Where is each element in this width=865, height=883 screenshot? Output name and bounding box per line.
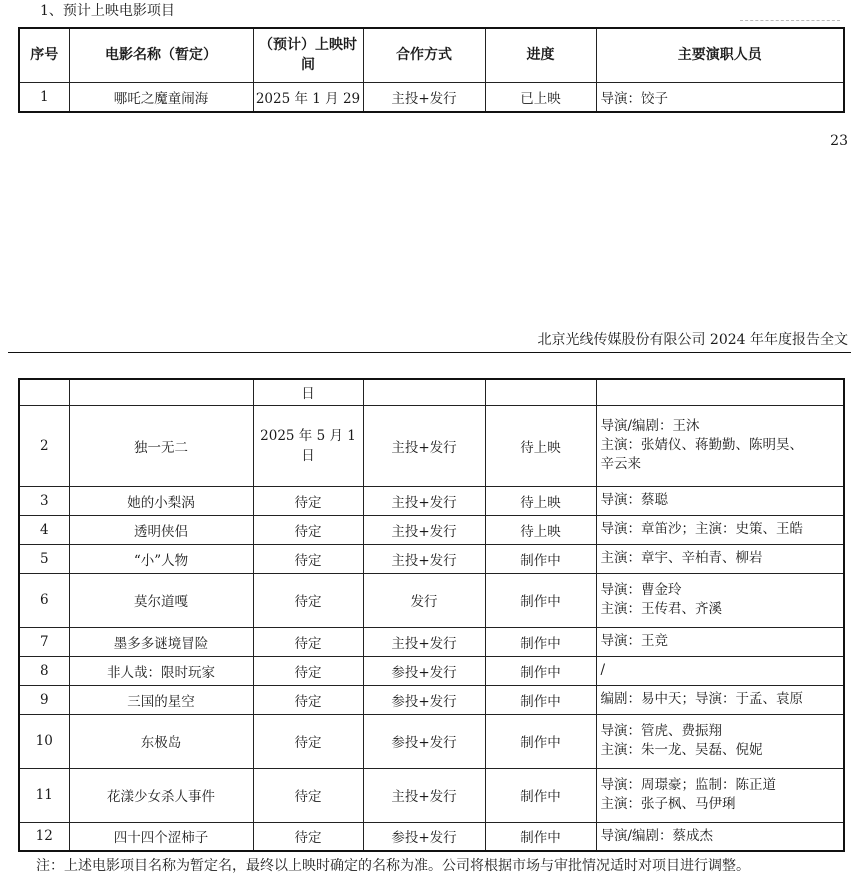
decorative-dashed-line (740, 20, 840, 23)
cell-date: 待定 (253, 544, 363, 573)
cell-mode: 参投+发行 (363, 685, 485, 714)
header-mode: 合作方式 (363, 28, 485, 82)
cast-line: 辛云来 (600, 456, 641, 472)
cast-line: 主演：张子枫、马伊琍 (600, 796, 736, 812)
cell-mode (363, 379, 485, 405)
cell-date: 待定 (253, 685, 363, 714)
cell-title: 花漾少女杀人事件 (69, 768, 253, 822)
cast-line: 主演：张婧仪、蒋勤勤、陈明昊、 (600, 437, 803, 453)
cell-date: 待定 (253, 486, 363, 515)
table-row (19, 685, 844, 714)
cell-date: 待定 (253, 768, 363, 822)
cell-title: 她的小梨涡 (69, 486, 253, 515)
cell-cast (596, 405, 844, 486)
cell-status: 制作中 (485, 768, 596, 822)
cell-date: 待定 (253, 515, 363, 544)
cell-date: 待定 (253, 822, 363, 851)
table-row-continuation (19, 379, 844, 405)
cell-cast (596, 379, 844, 405)
table-row (19, 768, 844, 822)
cast-line: 导演/编剧：蔡成杰 (600, 827, 714, 844)
cell-no: 7 (19, 627, 69, 656)
cell-date: 日 (253, 379, 363, 405)
cast-line: / (600, 662, 606, 678)
table-row (19, 82, 844, 112)
cell-title: 三国的星空 (69, 685, 253, 714)
cast-line: 导演：管虎、费振翔 (600, 723, 722, 739)
report-header-name: 北京光线传媒股份有限公司 2024 年年度报告全文 (537, 332, 848, 348)
cell-mode: 主投+发行 (363, 544, 485, 573)
cell-status: 制作中 (485, 544, 596, 573)
table-row (19, 822, 844, 851)
cast-line: 导演：周璟豪；监制：陈正道 (600, 777, 776, 793)
cell-cast (596, 627, 844, 656)
cell-no: 4 (19, 515, 69, 544)
cell-title: 莫尔道嘎 (69, 573, 253, 627)
cell-title: 东极岛 (69, 714, 253, 768)
cell-mode: 主投+发行 (363, 627, 485, 656)
cell-mode: 主投+发行 (363, 486, 485, 515)
header-rule (8, 352, 851, 353)
cell-title: 独一无二 (69, 405, 253, 486)
cell-cast (596, 768, 844, 822)
cell-title: 透明侠侣 (69, 515, 253, 544)
table-row (19, 627, 844, 656)
cell-mode: 参投+发行 (363, 656, 485, 685)
table-row (19, 544, 844, 573)
cell-date: 2025 年 1 月 29 (253, 82, 363, 112)
cell-no: 1 (19, 82, 69, 112)
cell-title: 哪吒之魔童闹海 (69, 82, 253, 112)
cell-status: 待上映 (485, 405, 596, 486)
cell-no: 10 (19, 714, 69, 768)
cell-mode: 参投+发行 (363, 822, 485, 851)
cell-no: 5 (19, 544, 69, 573)
projects-table-page1 (18, 27, 845, 113)
cell-cast (596, 822, 844, 851)
cell-cast (596, 515, 844, 544)
cell-mode: 主投+发行 (363, 768, 485, 822)
cell-date: 2025 年 5 月 1 日 (253, 405, 363, 486)
cell-status: 制作中 (485, 822, 596, 851)
table-row (19, 405, 844, 486)
table-row (19, 656, 844, 685)
cell-status: 待上映 (485, 515, 596, 544)
cell-mode: 主投+发行 (363, 515, 485, 544)
table-row (19, 714, 844, 768)
cast-line: 导演：曹金玲 (600, 582, 682, 598)
cell-cast (596, 656, 844, 685)
cell-cast (596, 714, 844, 768)
cast-line: 主演：王传君、齐溪 (600, 601, 722, 617)
header-cast: 主要演职人员 (596, 28, 844, 82)
cast-line: 编剧：易中天；导演：于孟、袁原 (600, 691, 803, 707)
cell-cast (596, 486, 844, 515)
cell-status: 制作中 (485, 656, 596, 685)
header-status: 进度 (485, 28, 596, 82)
cast-line: 导演：章笛沙；主演：史策、王皓 (600, 521, 803, 537)
cell-status: 制作中 (485, 685, 596, 714)
cell-title: “小”人物 (69, 544, 253, 573)
cast-line: 导演/编剧：王沐 (600, 418, 700, 434)
cell-title (69, 379, 253, 405)
cell-date: 待定 (253, 714, 363, 768)
cell-no: 3 (19, 486, 69, 515)
cast-line: 主演：章宇、辛柏青、柳岩 (600, 550, 763, 566)
cast-line: 导演：蔡聪 (600, 492, 668, 508)
header-date: （预计）上映时间 (253, 28, 363, 82)
cell-date: 待定 (253, 627, 363, 656)
cell-title: 墨多多谜境冒险 (69, 627, 253, 656)
cell-date: 待定 (253, 573, 363, 627)
cast-line: 主演：朱一龙、吴磊、倪妮 (600, 742, 763, 758)
cell-cast: 导演：饺子 (596, 82, 844, 112)
table-row (19, 515, 844, 544)
cell-mode: 主投+发行 (363, 405, 485, 486)
cell-status: 制作中 (485, 714, 596, 768)
cell-mode: 主投+发行 (363, 82, 485, 112)
cell-cast (596, 573, 844, 627)
cell-title: 非人哉：限时玩家 (69, 656, 253, 685)
header-title: 电影名称（暂定） (69, 28, 253, 82)
cell-title: 四十四个涩柿子 (69, 822, 253, 851)
table-header-row (19, 28, 844, 82)
cell-no (19, 379, 69, 405)
projects-table-page2 (18, 378, 845, 852)
cell-status: 待上映 (485, 486, 596, 515)
page-number: 23 (830, 133, 848, 149)
header-no: 序号 (19, 28, 69, 82)
footnote: 注：上述电影项目名称为暂定名，最终以上映时确定的名称为准。公司将根据市场与审批情况适时对项目进行调整。 (36, 858, 750, 874)
cell-mode: 参投+发行 (363, 714, 485, 768)
cell-no: 2 (19, 405, 69, 486)
cell-status: 已上映 (485, 82, 596, 112)
table-row (19, 486, 844, 515)
table-row (19, 573, 844, 627)
cell-status: 制作中 (485, 627, 596, 656)
section-title: 1、预计上映电影项目 (40, 3, 175, 19)
cell-cast (596, 685, 844, 714)
cell-no: 9 (19, 685, 69, 714)
cell-no: 8 (19, 656, 69, 685)
cast-line: 导演：王竞 (600, 633, 668, 649)
cell-no: 11 (19, 768, 69, 822)
cell-no: 12 (19, 822, 69, 851)
cell-mode: 发行 (363, 573, 485, 627)
cell-status: 制作中 (485, 573, 596, 627)
cell-no: 6 (19, 573, 69, 627)
cell-date: 待定 (253, 656, 363, 685)
cell-cast (596, 544, 844, 573)
cell-status (485, 379, 596, 405)
